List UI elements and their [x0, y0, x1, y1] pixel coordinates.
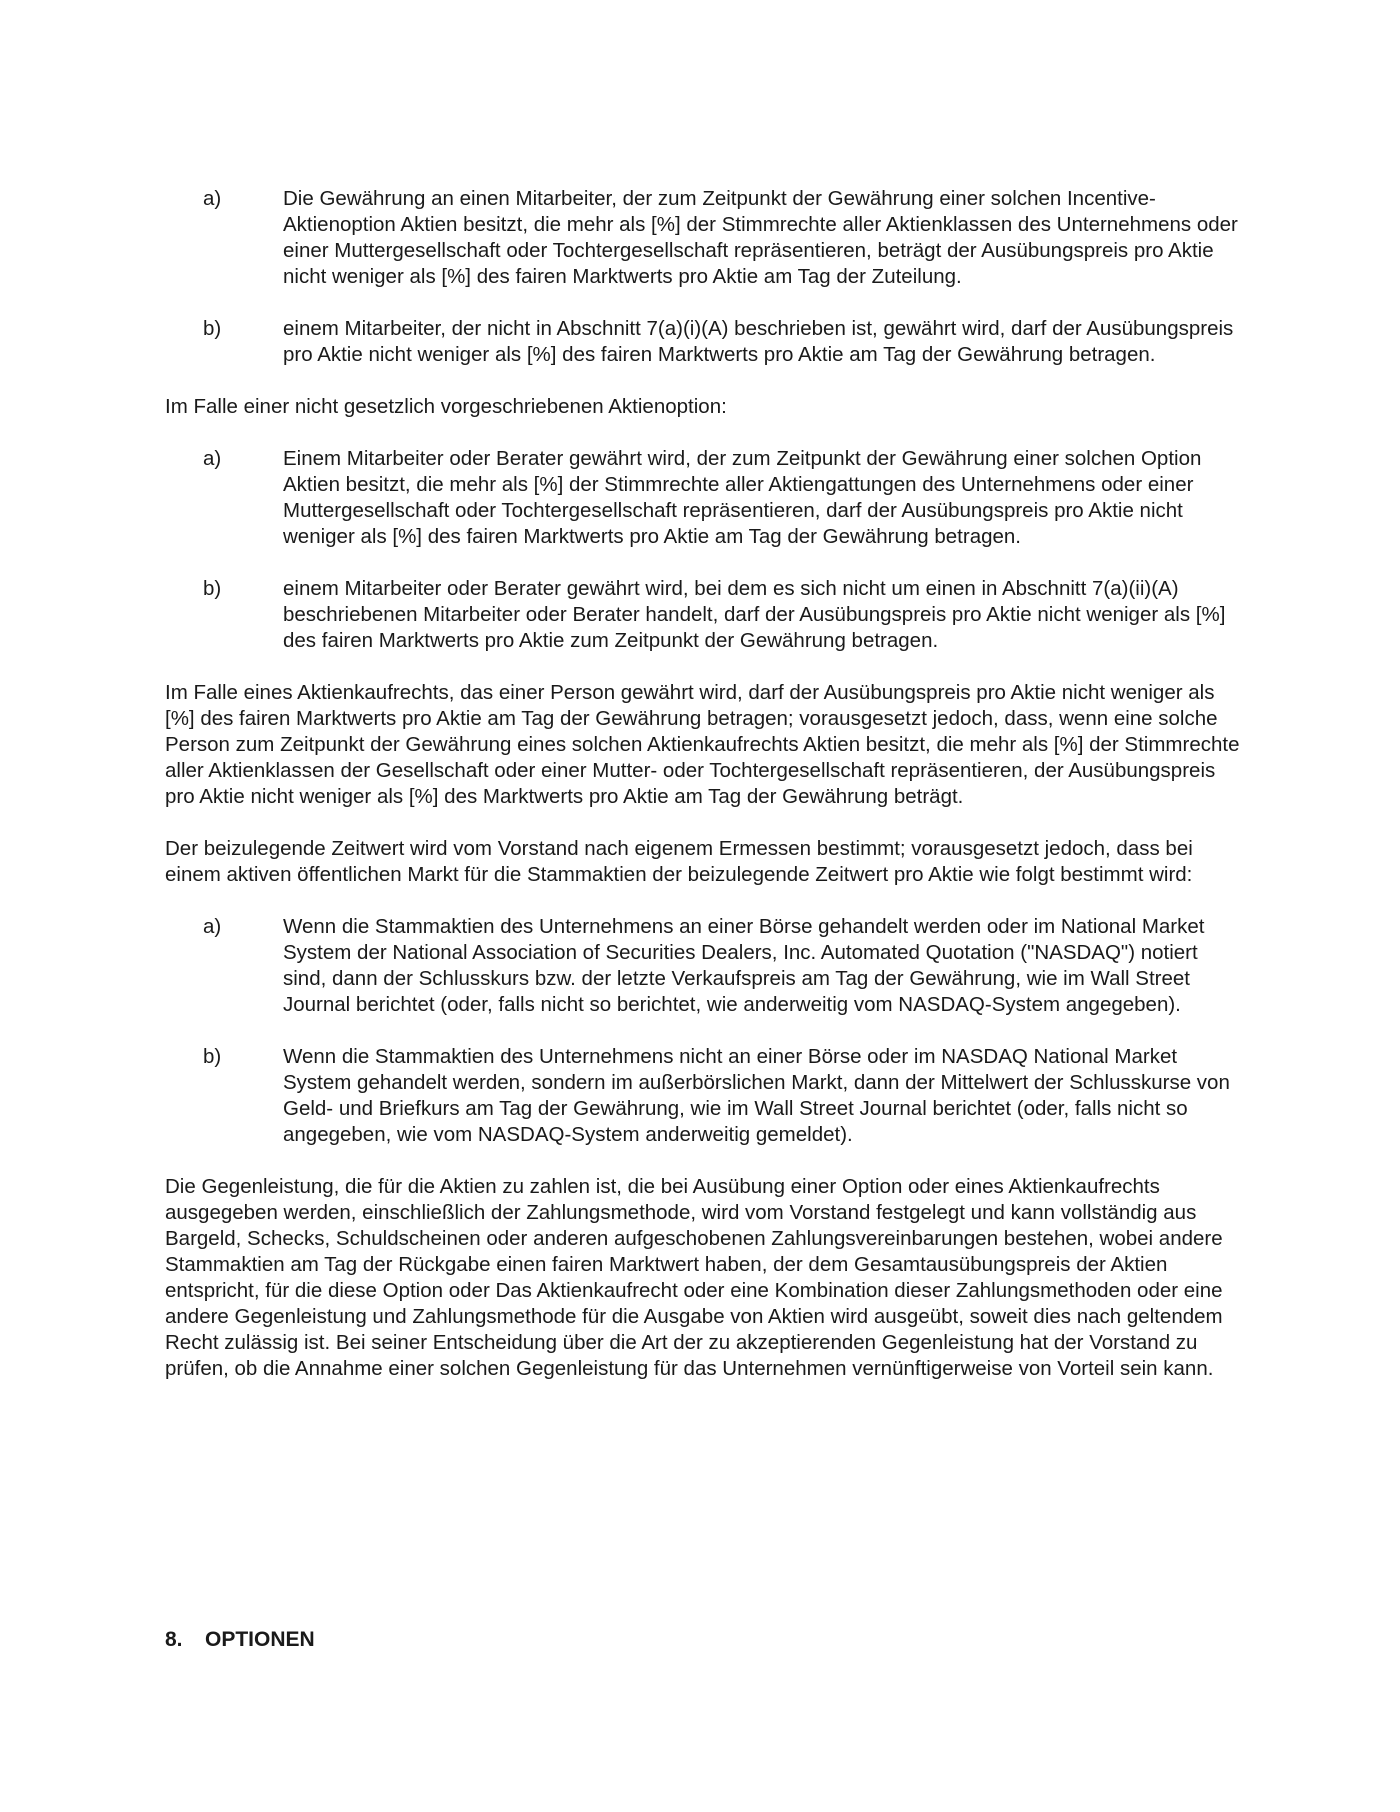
- list-item-text: Wenn die Stammaktien des Unternehmens nicht an einer Börse oder im NASDAQ National Market System gehandelt werden, sondern im außerbörslichen Markt, dann der Mittelwert der Schlusskurse von Geld- und Briefkurs am Tag der Gewährung, wie im Wall Street Journal berichtet (oder, falls nicht so angegeben, wie vom NASDAQ-System anderweitig gemeldet).: [283, 1045, 1230, 1146]
- section-heading: [165, 1627, 315, 1653]
- list-item-text: Die Gewährung an einen Mitarbeiter, der zum Zeitpunkt der Gewährung einer solchen Incentive-Aktienoption Aktien besitzt, die mehr als [%] der Stimmrechte aller Aktienklassen des Unternehmens oder einer Muttergesellschaft oder Tochtergesellschaft repräsentieren, beträgt der Ausübungspreis pro Aktie nicht weniger als [%] des fairen Marktwerts pro Aktie am Tag der Zuteilung.: [283, 187, 1238, 288]
- list-marker: b): [203, 577, 222, 600]
- list-item: [203, 914, 1245, 1018]
- section-number: 8.: [165, 1628, 183, 1651]
- list-item-text: einem Mitarbeiter, der nicht in Abschnitt 7(a)(i)(A) beschrieben ist, gewährt wird, darf der Ausübungspreis pro Aktie nicht weniger als [%] des fairen Marktwerts pro Aktie am Tag der Gewährung betragen.: [283, 317, 1234, 366]
- paragraph-fair-value: Der beizulegende Zeitwert wird vom Vorstand nach eigenem Ermessen bestimmt; vorausgesetzt jedoch, dass bei einem aktiven öffentlichen Markt für die Stammaktien der beizulegende Zeitwert pro Aktie wie folgt bestimmt wird:: [165, 837, 1193, 886]
- paragraph-consideration: Die Gegenleistung, die für die Aktien zu zahlen ist, die bei Ausübung einer Option oder eines Aktienkaufrechts ausgegeben werden, einschließlich der Zahlungsmethode, wird vom Vorstand festgelegt und kann vollständig aus Bargeld, Schecks, Schuldscheinen oder anderen aufgeschobenen Zahlungsvereinbarungen bestehen, wobei andere Stammaktien am Tag der Rückgabe einen fairen Marktwert haben, der dem Gesamtausübungspreis der Aktien entspricht, für die diese Option oder Das Aktienkaufrecht oder eine Kombination dieser Zahlungsmethoden oder eine andere Gegenleistung und Zahlungsmethode für die Ausgabe von Aktien wird ausgeübt, soweit dies nach geltendem Recht zulässig ist. Bei seiner Entscheidung über die Art der zu akzeptierenden Gegenleistung hat der Vorstand zu prüfen, ob die Annahme einer solchen Gegenleistung für das Unternehmen vernünftigerweise von Vorteil sein kann.: [165, 1175, 1223, 1380]
- list-marker: b): [203, 317, 222, 340]
- document-page: [165, 186, 1245, 1408]
- list-marker: a): [203, 187, 222, 210]
- list-marker: a): [203, 447, 222, 470]
- list-item: [203, 186, 1245, 290]
- paragraph-stock-purchase-right: Im Falle eines Aktienkaufrechts, das einer Person gewährt wird, darf der Ausübungspreis pro Aktie nicht weniger als [%] des fairen Marktwerts pro Aktie am Tag der Gewährung betragen; vorausgesetzt jedoch, dass, wenn eine solche Person zum Zeitpunkt der Gewährung eines solchen Aktienkaufrechts Aktien besitzt, die mehr als [%] der Stimmrechte aller Aktienklassen der Gesellschaft oder einer Mutter- oder Tochtergesellschaft repräsentieren, der Ausübungspreis pro Aktie nicht weniger als [%] des Marktwerts pro Aktie am Tag der Gewährung beträgt.: [165, 681, 1240, 808]
- paragraph-nonstatutory-intro: Im Falle einer nicht gesetzlich vorgeschriebenen Aktienoption:: [165, 395, 727, 418]
- list-item-text: Einem Mitarbeiter oder Berater gewährt wird, der zum Zeitpunkt der Gewährung einer solchen Option Aktien besitzt, die mehr als [%] der Stimmrechte aller Aktiengattungen des Unternehmens oder einer Muttergesellschaft oder Tochtergesellschaft repräsentieren, darf der Ausübungspreis pro Aktie nicht weniger als [%] des fairen Marktwerts pro Aktie am Tag der Gewährung betragen.: [283, 447, 1202, 548]
- list-block-nonstatutory-options: [165, 446, 1245, 654]
- list-item-text: Wenn die Stammaktien des Unternehmens an einer Börse gehandelt werden oder im National Market System der National Association of Securities Dealers, Inc. Automated Quotation ("NASDAQ") notiert sind, dann der Schlusskurs bzw. der letzte Verkaufspreis am Tag der Gewährung, wie im Wall Street Journal berichtet (oder, falls nicht so berichtet, wie anderweitig vom NASDAQ-System angegeben).: [283, 915, 1205, 1016]
- list-marker: a): [203, 915, 222, 938]
- list-marker: b): [203, 1045, 222, 1068]
- list-item: [203, 576, 1245, 654]
- list-item-text: einem Mitarbeiter oder Berater gewährt wird, bei dem es sich nicht um einen in Abschnitt 7(a)(ii)(A) beschriebenen Mitarbeiter oder Berater handelt, darf der Ausübungspreis pro Aktie nicht weniger als [%] des fairen Marktwerts pro Aktie zum Zeitpunkt der Gewährung betragen.: [283, 577, 1226, 652]
- list-item: [203, 316, 1245, 368]
- list-item: [203, 446, 1245, 550]
- list-block-incentive-options: [165, 186, 1245, 368]
- list-item: [203, 1044, 1245, 1148]
- list-block-fair-value: [165, 914, 1245, 1148]
- section-title: OPTIONEN: [205, 1628, 315, 1651]
